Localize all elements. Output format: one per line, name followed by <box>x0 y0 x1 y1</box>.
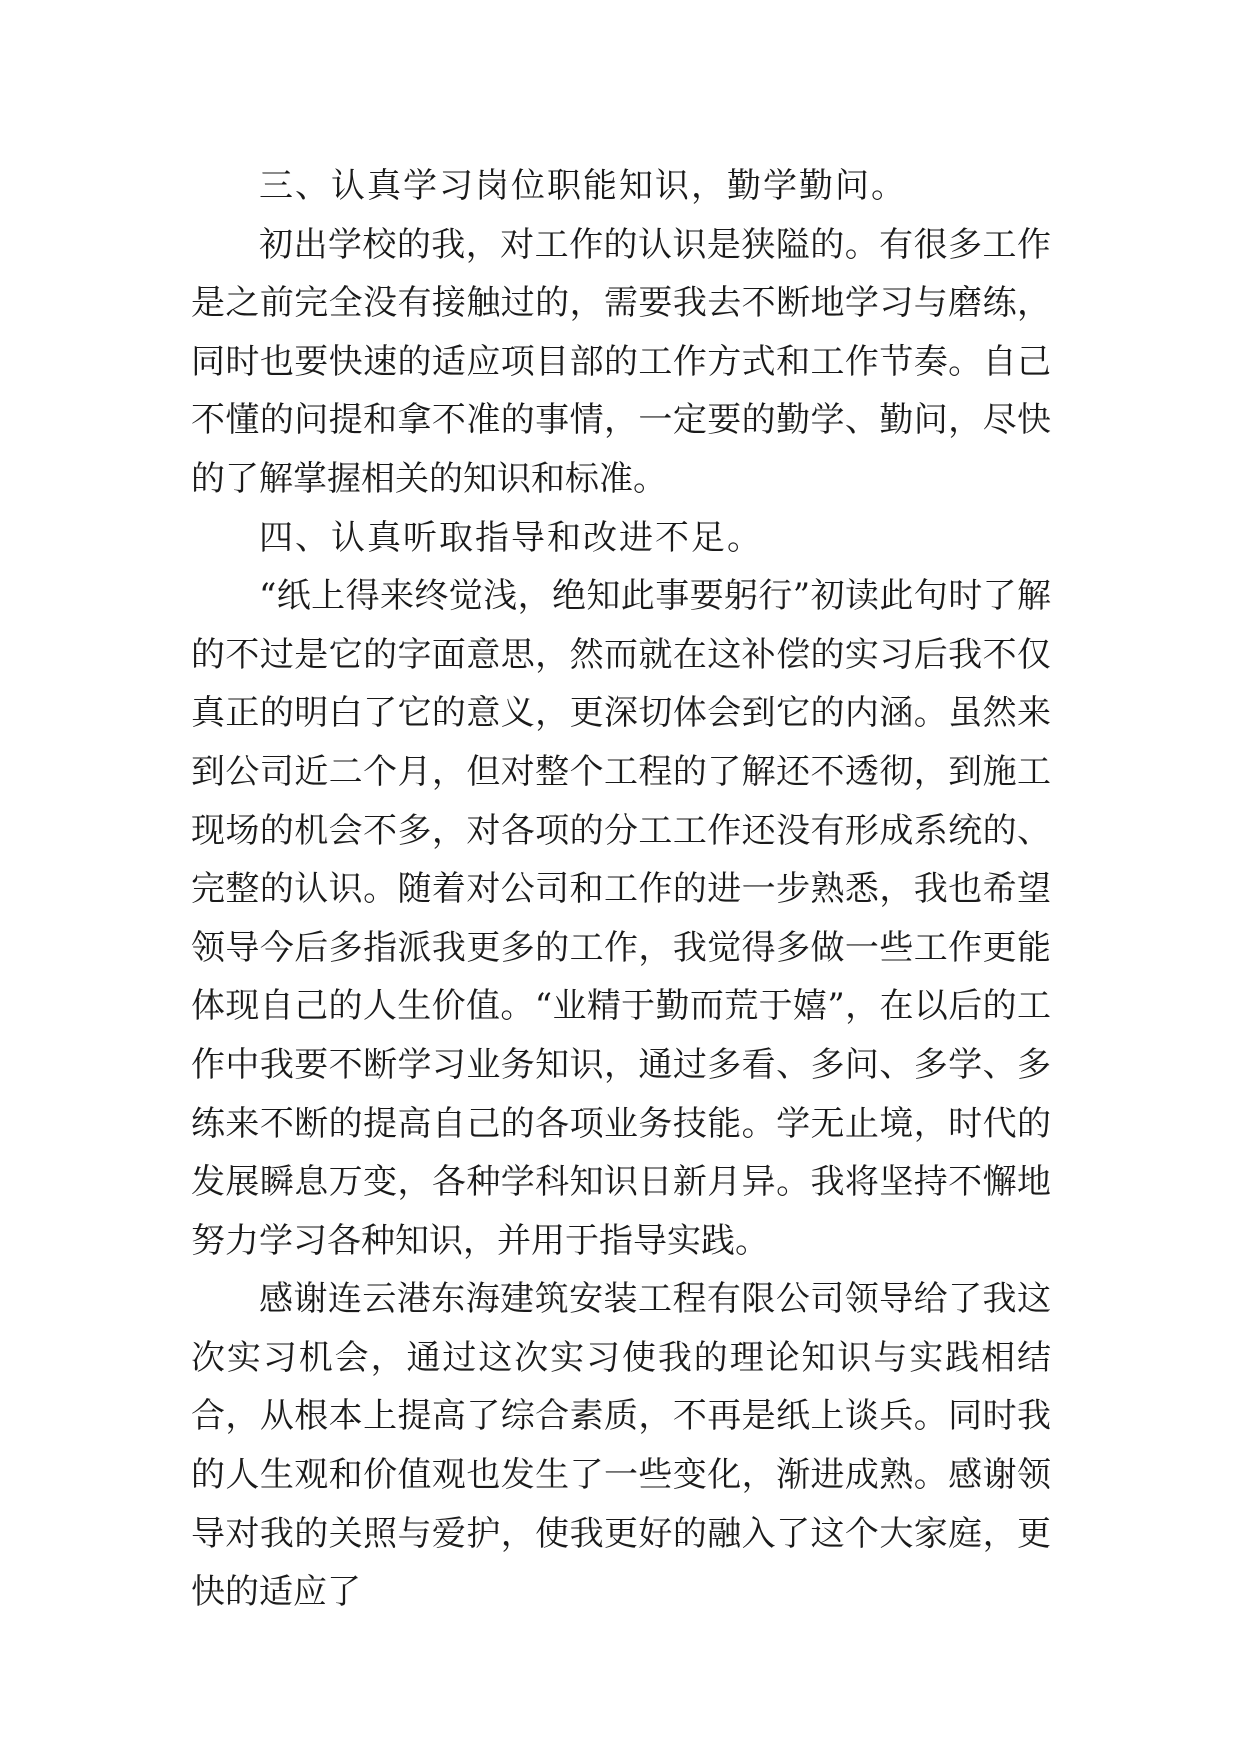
section-heading-3: 三、认真学习岗位职能知识，勤学勤问。 <box>259 166 907 206</box>
section-heading-4: 四、认真听取指导和改进不足。 <box>259 517 763 558</box>
paragraph-learning: 初出学校的我，对工作的认识是狭隘的。有很多工作是之前完全没有接触过的，需要我去不断地学习与磨练，同时也要快速的适应项目部的工作方式和工作节奏。自己不懂的问提和拿不准的事情，一定要的勤学、勤问，尽快的了解掌握相关的知识和标准。 <box>191 224 1051 499</box>
paragraph-guidance: “纸上得来终觉浅，绝知此事要躬行”初读此句时了解的不过是它的字面意思，然而就在这补偿的实习后我不仅真正的明白了它的意义，更深切体会到它的内涵。虽然来到公司近二个月，但对整个工程的了解还不透彻，到施工现场的机会不多，对各项的分工工作还没有形成系统的、完整的认识。随着对公司和工作的进一步熟悉，我也希望领导今后多指派我更多的工作，我觉得多做一些工作更能体现自己的人生价值。“业精于勤而荒于嬉”，在以后的工作中我要不断学习业务知识，通过多看、多问、多学、多练来不断的提高自己的各项业务技能。学无止境，时代的发展瞬息万变，各种学科知识日新月异。我将坚持不懈地努力学习各种知识，并用于指导实践。 <box>191 576 1051 1261</box>
document-body <box>191 157 1051 1622</box>
paragraph-thanks: 感谢连云港东海建筑安装工程有限公司领导给了我这次实习机会，通过这次实习使我的理论知识与实践相结合，从根本上提高了综合素质，不再是纸上谈兵。同时我的人生观和价值观也发生了一些变化，渐进成熟。感谢领导对我的关照与爱护，使我更好的融入了这个大家庭，更快的适应了 <box>191 1279 1051 1613</box>
